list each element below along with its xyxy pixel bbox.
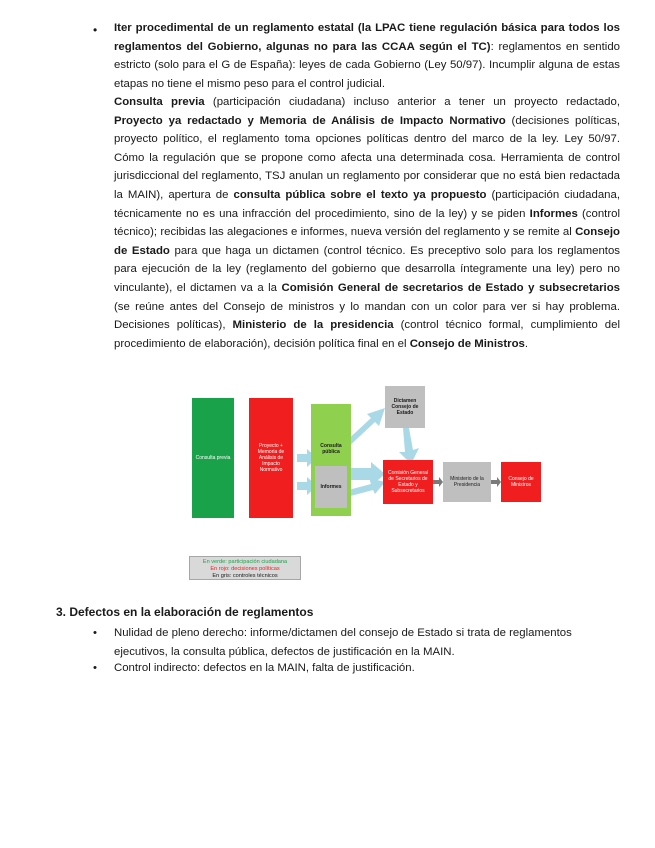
bullet-marker: • [93,23,98,37]
legend-green: En verde: participación ciudadana [202,559,288,565]
procedure-paragraph [114,93,620,353]
consejo-estado-term: Consejo de Estado [114,226,620,257]
iter-paragraph [114,19,620,93]
box-dictamen: Dictamen Consejo de Estado [385,386,425,428]
proyecto-main-term: Proyecto ya redactado y Memoria de Análisis de Impacto Normativo [114,114,506,127]
box-informes: Informes [315,466,347,508]
comision-general-term: Comisión General de secretarios de Estado y subsecretarios [281,281,620,294]
arrow-dictamen-down [399,428,419,464]
consulta-previa-term: Consulta previa [114,96,205,108]
arrow-comision-ministerio [433,477,443,487]
bullet-marker: • [93,662,97,674]
text-run: (se reúne antes del Consejo de ministros y lo mandan con un color para ver si hay problema. Decisiones políticas), [114,300,620,332]
legend-red: En rojo: decisiones políticas [210,566,280,572]
item-text: Control indirecto: defectos en la MAIN, falta de justificación. [114,662,415,674]
box-ministerio: Ministerio de la Presidencia [443,462,491,502]
bullet-marker: • [93,627,97,639]
text-run: (decisiones políticas, proyecto político, el reglamento toma opciones políticas dentro del marco de la ley. Ley 50/97. Cómo la regulación que se propone como afecta una determinada cosa. Herramienta de control jurisdiccional del reglamento, TSJ anulan un reglamento por considerar que no está bien redactada la MAIN), apertura de [114,114,620,201]
consejo-ministros-term: Consejo de Ministros [409,337,525,350]
text-run: (participación ciudadana) incluso anterior a tener un proyecto redactado, [204,96,620,108]
box-consulta-previa: Consulta previa [192,398,234,518]
ministerio-presidencia-term: Ministerio de la presidencia [232,319,394,332]
text-run: para que haga un dictamen (control técnico. Es preceptivo solo para los reglamentos para ejecución de la ley (reglamento del gobierno que desarrolla íntegramente una ley) pero no vinculante), el dictamen va a la [114,244,620,294]
text-run: (participación ciudadana, técnicamente no es una infracción del procedimiento, sino de la ley) y se piden [114,188,620,220]
item-text: Nulidad de pleno derecho: informe/dictamen del consejo de Estado si trata de reglamentos ejecutivos, la consulta pública, defectos de justificación en la MAIN. [114,627,572,658]
box-consulta-publica: Consulta pública [320,443,342,455]
box-consejo-ministros: Consejo de Ministros [501,462,541,502]
text-run: (control técnico formal, cumplimiento del procedimiento de elaboración), decisión política final en el [114,319,620,350]
box-proyecto-main: Proyecto + Memoria de Análisis de Impacto Normativo [249,398,293,518]
text-run: . [524,337,529,350]
consulta-publica-term: consulta pública sobre el texto ya propuesto [233,188,487,201]
iter-title: Iter procedimental de un reglamento estatal (la LPAC tiene regulación básica para todos los reglamentos del Gobierno, algunas no para las CCAA según el TC) [114,22,620,53]
section-3-heading: 3. Defectos en la elaboración de reglamentos [56,605,314,619]
diagram-legend [189,556,301,580]
procedure-diagram [189,384,542,584]
iter-text: : reglamentos en sentido estricto (solo para el G de España): leyes de cada Gobierno (Ley 50/97). Incumplir alguna de estas etapas no tiene el mismo peso para el control judicial. [114,40,620,90]
box-comision: Comisión General de Secretarios de Estado y Subsecretarios [383,460,433,504]
legend-gray: En gris: controles técnicos [212,573,278,579]
text-run: (control técnico); recibidas las alegaciones e informes, nueva versión del reglamento y se remite al [114,207,620,239]
arrow-ministerio-consejo [491,477,501,487]
informes-term: Informes [529,207,578,220]
